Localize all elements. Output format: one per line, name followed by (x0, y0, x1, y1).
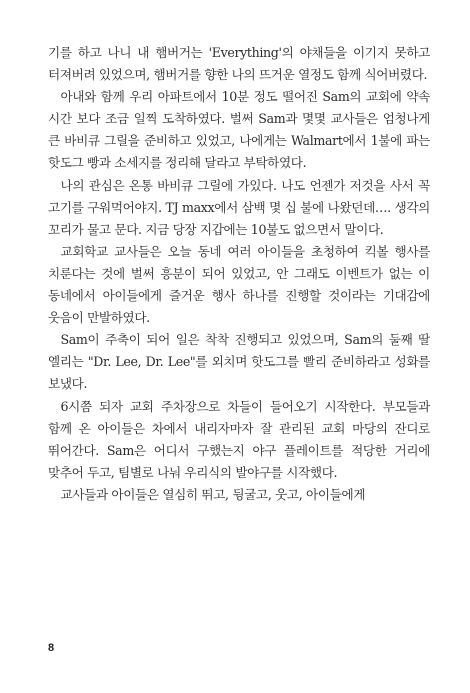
page-body-text (48, 42, 430, 506)
paragraph-5: Sam이 주축이 되어 일은 착착 진행되고 있었으며, Sam의 둘째 딸 엘리는 "Dr. Lee, Dr. Lee"를 외치며 핫도그를 빨리 준비하라고 성화를 보냈다. (48, 332, 430, 392)
paragraph-1: 기를 하고 나니 내 햄버거는 'Everything'의 야채들을 이기지 못하고 터져버려 있었으며, 햄버거를 향한 나의 뜨거운 열정도 함께 식어버렸다. (48, 45, 430, 83)
paragraph-2: 아내와 함께 우리 아파트에서 10분 정도 떨어진 Sam의 교회에 약속 시간 보다 조금 일찍 도착하였다. 벌써 Sam과 몇몇 교사들은 엄청나게 큰 바비큐 그릴을 준비하고 있었고, 나에게는 Walmart에서 1불에 파는 핫도그 빵과 소세지를 정리해 달라고 부탁하였다. (48, 89, 430, 171)
paragraph-3: 나의 관심은 온통 바비큐 그릴에 가있다. 나도 언젠가 저것을 사서 꼭 고기를 구워먹어야지. TJ maxx에서 삼백 몇 십 불에 나왔던데…. 생각의 꼬리가 물고 문다. 지금 당장 지갑에는 10불도 없으면서 말이다. (48, 177, 430, 237)
page-number: 8 (48, 642, 55, 654)
paragraph-4: 교회학교 교사들은 오늘 동네 여러 아이들을 초청하여 킥볼 행사를 치룬다는 것에 벌써 흥분이 되어 있었고, 안 그래도 이벤트가 없는 이 동네에서 아이들에게 즐거운 행사 하나를 진행할 것이라는 기대감에 웃음이 만발하였다. (48, 243, 430, 326)
paragraph-6: 6시쯤 되자 교회 주차장으로 차들이 들어오기 시작한다. 부모들과 함께 온 아이들은 차에서 내리자마자 잘 관리된 교회 마당의 잔디로 뛰어간다. Sam은 어디서 구했는지 야구 플레이트를 적당한 거리에 맞추어 두고, 팀별로 나눠 우리식의 발야구를 시작했다. (48, 398, 430, 480)
paragraph-7: 교사들과 아이들은 열심히 뛰고, 뒹굴고, 웃고, 아이들에게 (60, 486, 366, 502)
